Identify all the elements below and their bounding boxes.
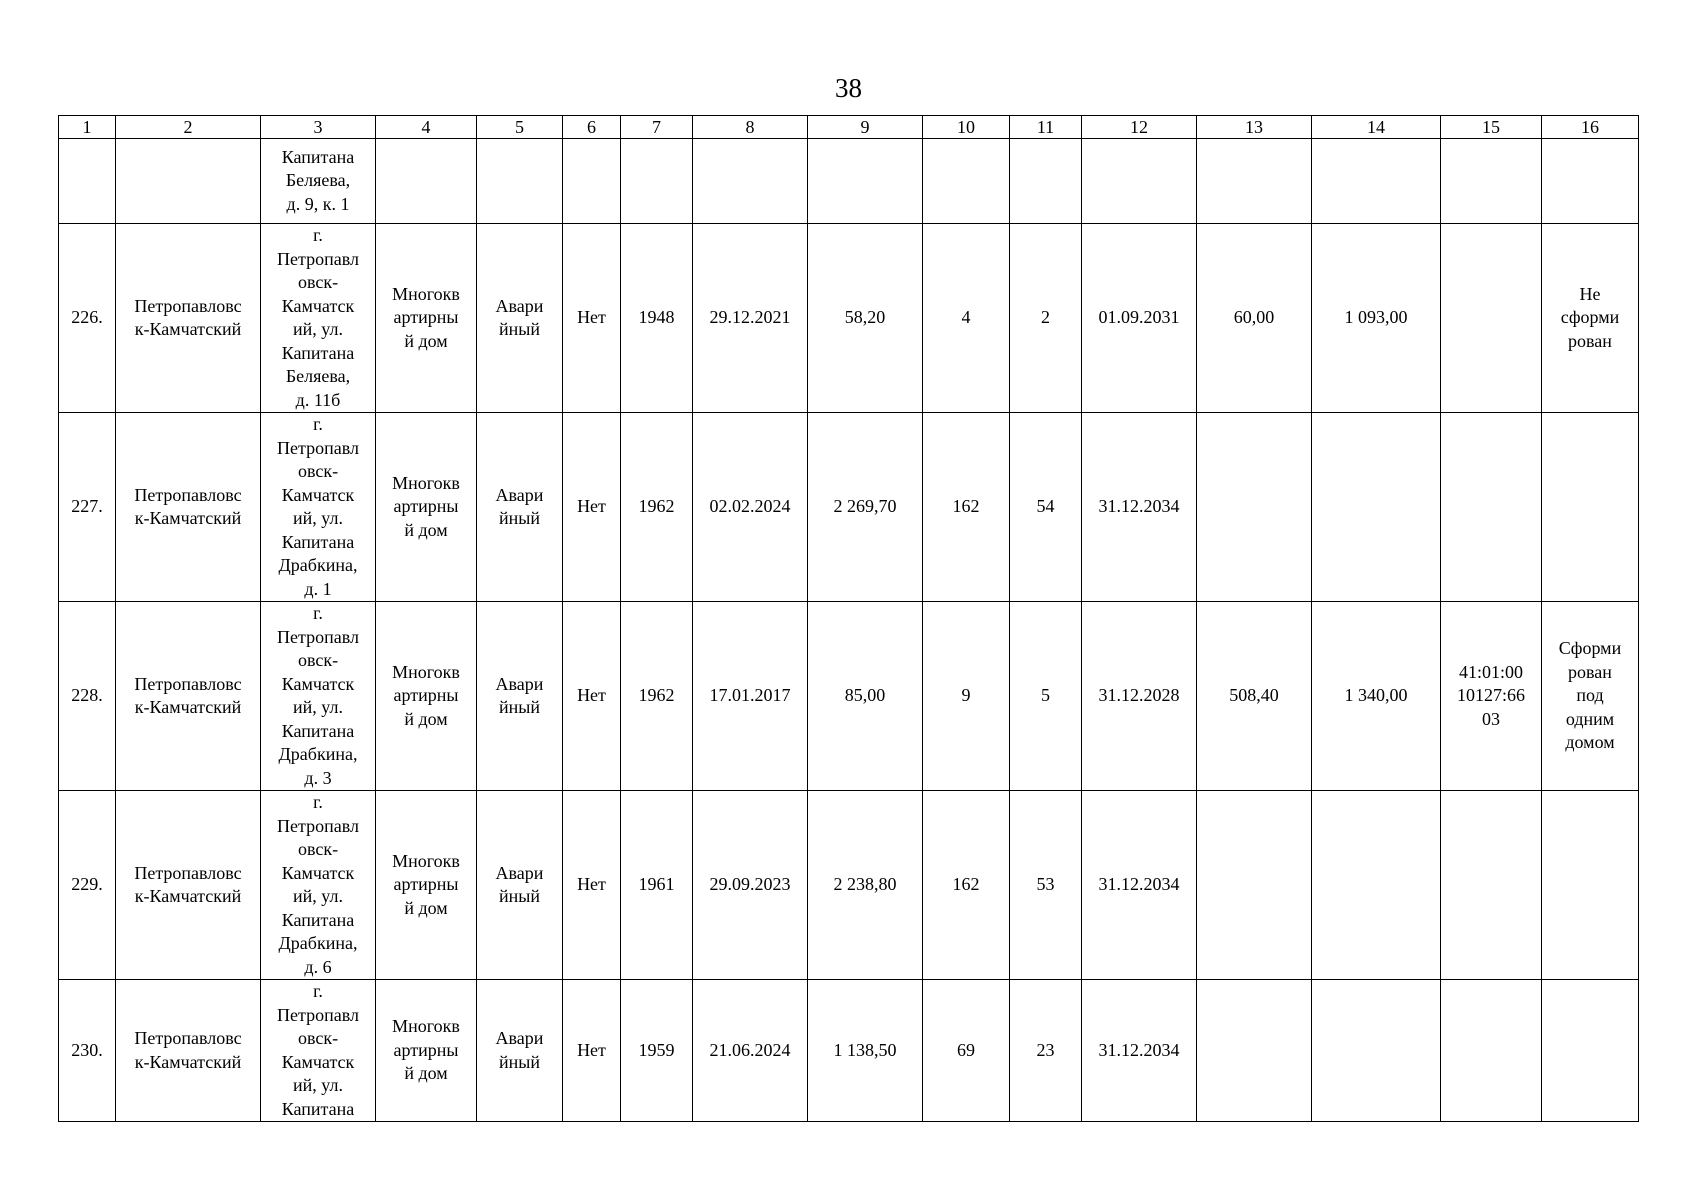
cell-text: 31.12.2034 [1098,1039,1180,1060]
table-cell-col-10 [923,224,1010,413]
table-cell-col-5 [477,980,563,1122]
column-number-10: 10 [923,116,1010,139]
table-cell-col-10 [923,413,1010,602]
cell-text: 9 [961,685,971,706]
cell-text: 69 [957,1039,975,1060]
page-number: 38 [835,73,862,103]
column-number-5: 5 [477,116,563,139]
cell-text: Сформи рован под одним домом [1558,638,1622,753]
table-cell-col-9 [808,602,923,791]
cell-text: 2 238,80 [833,874,897,895]
cell-text: 162 [952,874,980,895]
table-cell-col-16 [1542,413,1639,602]
table-cell-col-8 [693,980,808,1122]
table-cell-col-10 [923,602,1010,791]
cell-text: 23 [1036,1039,1055,1060]
cell-text: 01.09.2031 [1098,307,1180,328]
cell-text: Капитана Беляева, д. 9, к. 1 [281,146,355,214]
cell-text: 31.12.2034 [1098,874,1180,895]
cell-text: 5 [1041,685,1050,706]
table-cell-col-5 [477,602,563,791]
table-body [59,116,1639,1122]
cell-text: г. Петропавл овск- Камчатск ий, ул. Капитана [277,981,359,1119]
table-cell-col-4 [376,413,477,602]
cell-text: 29.12.2021 [709,307,791,328]
table-row [59,139,1639,224]
cell-text: Многокв артирны й дом [392,1016,460,1084]
table-cell-col-13 [1197,413,1312,602]
table-cell-col-15 [1441,139,1542,224]
cell-text: Авари йный [495,484,544,528]
table-cell-col-16 [1542,791,1639,980]
cell-text: 226. [71,307,103,328]
column-number-4: 4 [376,116,477,139]
cell-text: 1948 [638,307,675,328]
cell-text: Авари йный [495,673,544,717]
table-cell-col-3 [261,224,376,413]
table-cell-col-16 [1542,602,1639,791]
cell-text: 1 138,50 [833,1039,897,1060]
cell-text: 2 269,70 [833,496,897,517]
table-cell-col-16 [1542,139,1639,224]
cell-text: Петропавловс к-Камчатский [134,862,242,906]
cell-text: 228. [71,685,103,706]
table-cell-col-7 [621,602,693,791]
table-cell-col-13 [1197,791,1312,980]
cell-text: 508,40 [1229,685,1279,706]
table-cell-col-12 [1082,224,1197,413]
table-cell-col-11 [1010,980,1082,1122]
table-cell-col-4 [376,980,477,1122]
cell-text: Многокв артирны й дом [392,850,460,918]
table-cell-col-10 [923,980,1010,1122]
table-cell-col-13 [1197,224,1312,413]
cell-text: Петропавловс к-Камчатский [134,484,242,528]
table-cell-col-12 [1082,139,1197,224]
table-row [59,980,1639,1122]
table-cell-col-12 [1082,791,1197,980]
table-cell-col-14 [1312,224,1441,413]
table-cell-col-8 [693,791,808,980]
table-cell-col-16 [1542,980,1639,1122]
column-number-9: 9 [808,116,923,139]
cell-text: 85,00 [844,685,886,706]
table-row [59,791,1639,980]
cell-text: 229. [71,874,103,895]
cell-text: Петропавловс к-Камчатский [134,295,242,339]
table-cell-col-11 [1010,139,1082,224]
table-cell-col-1 [59,791,116,980]
table-cell-col-9 [808,791,923,980]
table-cell-col-5 [477,413,563,602]
table-cell-col-1 [59,980,116,1122]
table-cell-col-4 [376,791,477,980]
table-cell-col-12 [1082,413,1197,602]
cell-text: г. Петропавл овск- Камчатск ий, ул. Капитана Драбкина, д. 3 [277,603,359,788]
cell-text: Петропавловс к-Камчатский [134,673,242,717]
table-cell-col-15 [1441,413,1542,602]
table-cell-col-4 [376,224,477,413]
table-cell-col-6 [563,224,621,413]
table-cell-col-11 [1010,224,1082,413]
cell-text: 2 [1041,307,1050,328]
cell-text: 17.01.2017 [709,685,791,706]
column-number-7: 7 [621,116,693,139]
cell-text: 1961 [638,874,675,895]
table-cell-col-15 [1441,224,1542,413]
table-cell-col-4 [376,602,477,791]
table-cell-col-1 [59,224,116,413]
table-cell-col-13 [1197,980,1312,1122]
table-cell-col-6 [563,980,621,1122]
cell-text: 02.02.2024 [709,496,791,517]
table-cell-col-12 [1082,602,1197,791]
cell-text: 4 [961,307,971,328]
table-cell-col-3 [261,139,376,224]
table-cell-col-5 [477,791,563,980]
cell-text: 31.12.2034 [1098,496,1180,517]
table-cell-col-12 [1082,980,1197,1122]
table-cell-col-2 [116,602,261,791]
table-cell-col-10 [923,791,1010,980]
cell-text: Многокв артирны й дом [392,472,460,540]
cell-text: 58,20 [844,307,886,328]
table-cell-col-7 [621,224,693,413]
cell-text: Нет [577,874,606,895]
cell-text: Многокв артирны й дом [392,283,460,351]
table-cell-col-2 [116,139,261,224]
table-cell-col-7 [621,413,693,602]
table-cell-col-3 [261,791,376,980]
table-cell-col-14 [1312,791,1441,980]
table-cell-col-11 [1010,791,1082,980]
table-cell-col-2 [116,791,261,980]
table-row [59,413,1639,602]
table-cell-col-15 [1441,791,1542,980]
cell-text: 41:01:00 10127:66 03 [1456,661,1525,729]
column-number-16: 16 [1542,116,1639,139]
cell-text: 1959 [638,1039,675,1060]
cell-text: 60,00 [1233,307,1275,328]
column-number-3: 3 [261,116,376,139]
table-cell-col-15 [1441,602,1542,791]
table-cell-col-1 [59,139,116,224]
cell-text: 1 093,00 [1344,307,1408,328]
table-cell-col-6 [563,139,621,224]
table-cell-col-1 [59,413,116,602]
table-cell-col-7 [621,139,693,224]
cell-text: Не сформи рован [1560,283,1620,351]
table-cell-col-11 [1010,602,1082,791]
table-cell-col-2 [116,413,261,602]
cell-text: 29.09.2023 [709,874,791,895]
cell-text: 1 340,00 [1344,685,1408,706]
cell-text: 31.12.2028 [1098,685,1180,706]
table-cell-col-9 [808,139,923,224]
column-number-14: 14 [1312,116,1441,139]
cell-text: Петропавловс к-Камчатский [134,1028,242,1072]
table-row [59,224,1639,413]
cell-text: Нет [577,307,606,328]
cell-text: 162 [952,496,980,517]
table-cell-col-7 [621,791,693,980]
table-cell-col-3 [261,602,376,791]
cell-text: Нет [577,1039,606,1060]
cell-text: Авари йный [495,295,544,339]
table-cell-col-3 [261,413,376,602]
table-cell-col-6 [563,791,621,980]
table-row [59,602,1639,791]
cell-text: 230. [71,1039,103,1060]
table-cell-col-9 [808,980,923,1122]
column-number-row [59,116,1639,139]
table-cell-col-9 [808,413,923,602]
table-cell-col-14 [1312,602,1441,791]
cell-text: 1962 [638,685,675,706]
table-cell-col-6 [563,413,621,602]
column-number-13: 13 [1197,116,1312,139]
column-number-11: 11 [1010,116,1082,139]
table-cell-col-2 [116,980,261,1122]
column-number-12: 12 [1082,116,1197,139]
column-number-2: 2 [116,116,261,139]
table-cell-col-14 [1312,139,1441,224]
cell-text: Многокв артирны й дом [392,661,460,729]
column-number-8: 8 [693,116,808,139]
table-cell-col-5 [477,224,563,413]
table-cell-col-10 [923,139,1010,224]
table-cell-col-15 [1441,980,1542,1122]
column-number-15: 15 [1441,116,1542,139]
table-cell-col-8 [693,413,808,602]
column-number-1: 1 [59,116,116,139]
cell-text: 54 [1036,496,1055,517]
table-cell-col-8 [693,139,808,224]
cell-text: 53 [1036,874,1055,895]
table-cell-col-1 [59,602,116,791]
table-cell-col-14 [1312,980,1441,1122]
cell-text: 21.06.2024 [709,1039,791,1060]
table-cell-col-2 [116,224,261,413]
column-number-6: 6 [563,116,621,139]
cell-text: Авари йный [495,1028,544,1072]
table-cell-col-4 [376,139,477,224]
table-cell-col-9 [808,224,923,413]
cell-text: 227. [71,496,103,517]
table-cell-col-6 [563,602,621,791]
housing-registry-table [58,115,1639,1122]
cell-text: 1962 [638,496,675,517]
table-cell-col-13 [1197,602,1312,791]
cell-text: г. Петропавл овск- Камчатск ий, ул. Капитана Драбкина, д. 1 [277,414,359,599]
table-cell-col-7 [621,980,693,1122]
table-cell-col-13 [1197,139,1312,224]
cell-text: Авари йный [495,862,544,906]
table-cell-col-16 [1542,224,1639,413]
table-cell-col-14 [1312,413,1441,602]
cell-text: г. Петропавл овск- Камчатск ий, ул. Капитана Драбкина, д. 6 [277,792,359,977]
cell-text: Нет [577,685,606,706]
table-cell-col-8 [693,224,808,413]
table-cell-col-5 [477,139,563,224]
cell-text: Нет [577,496,606,517]
table-cell-col-8 [693,602,808,791]
table-cell-col-3 [261,980,376,1122]
cell-text: г. Петропавл овск- Камчатск ий, ул. Капитана Беляева, д. 11б [277,225,359,410]
table-cell-col-11 [1010,413,1082,602]
